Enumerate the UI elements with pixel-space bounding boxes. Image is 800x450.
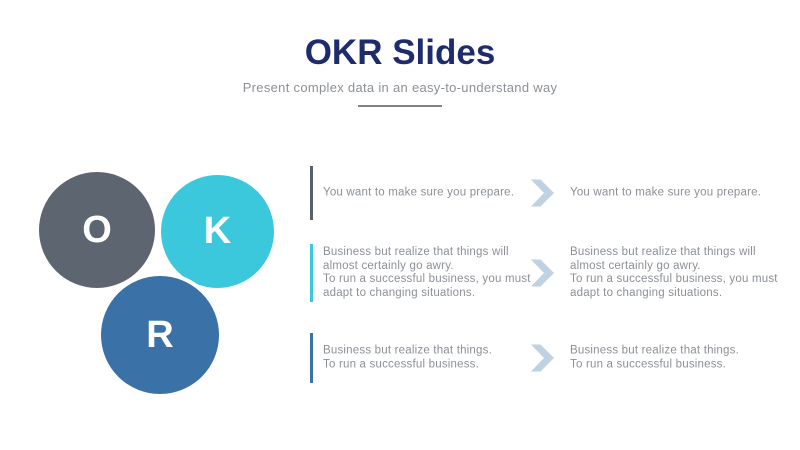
text-line: almost certainly go awry. (323, 259, 454, 272)
text-line: Business but realize that things will (570, 246, 756, 258)
okr-circle-letter: K (203, 210, 232, 252)
page-title: OKR Slides (304, 33, 496, 72)
text-line: To run a successful business. (323, 358, 480, 370)
text-line: adapt to changing situations. (323, 286, 476, 299)
row-accent-bar (310, 244, 313, 302)
text-line: You want to make sure you prepare. (323, 186, 515, 199)
text-line: To run a successful business. (570, 358, 727, 370)
text-line: Business but realize that things will (323, 246, 509, 258)
content-row (310, 333, 796, 383)
chevron-right-icon (531, 260, 554, 287)
okr-circle-letter: R (146, 313, 174, 356)
okr-circle-letter: O (82, 208, 112, 251)
text-line: Business but realize that things. (570, 344, 739, 357)
content-row (310, 244, 796, 302)
subtitle-divider (358, 105, 442, 107)
text-line: Business but realize that things. (323, 344, 492, 357)
row-right-text (570, 186, 798, 200)
okr-circle-objectives (35, 168, 159, 292)
text-line: almost certainly go awry. (570, 259, 701, 272)
text-line: To run a successful business, you must (323, 273, 531, 285)
content-row (310, 166, 796, 220)
text-line: You want to make sure you prepare. (570, 186, 762, 199)
row-accent-bar (310, 166, 313, 220)
row-accent-bar (310, 333, 313, 383)
chevron-right-icon (531, 345, 554, 372)
text-line: adapt to changing situations. (570, 286, 723, 299)
text-line: To run a successful business, you must (570, 273, 778, 285)
row-right-text (570, 345, 798, 372)
row-left-text (323, 345, 529, 372)
chevron-right-icon (531, 180, 554, 207)
row-left-text (323, 246, 529, 300)
page-subtitle: Present complex data in an easy-to-understand way (242, 80, 558, 95)
okr-circle-results (97, 272, 223, 398)
row-right-text (570, 246, 798, 300)
row-left-text (323, 186, 529, 200)
